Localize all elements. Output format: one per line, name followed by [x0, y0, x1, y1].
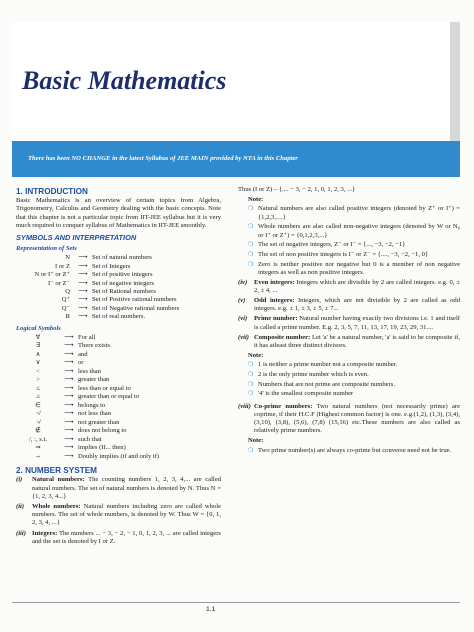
- syllabus-banner: There has been NO CHANGE in the latest Syllabus of JEE MAIN provided by NTA in this Chapter: [12, 141, 460, 177]
- logic-heading: Logical Symbols: [16, 324, 61, 332]
- logic-symbol: /, :, s.t.: [29, 435, 47, 443]
- note-item: [248, 205, 460, 221]
- logic-row: [16, 410, 221, 419]
- note-text: '4' is the smallest composite number: [258, 390, 354, 398]
- coprime-num: (viii): [238, 402, 251, 410]
- set-symbol: N or I⁺ or Z⁺: [34, 271, 70, 279]
- arrow-icon: ⟶: [78, 296, 88, 304]
- logic-symbol: ∧: [35, 350, 41, 358]
- arrow-icon: ⟶: [64, 367, 74, 375]
- entry-number: (ii): [16, 503, 25, 511]
- arrow-icon: ⟶: [64, 410, 74, 418]
- entry-label: Prime number:: [254, 315, 298, 323]
- set-row: [16, 254, 221, 262]
- entry-label: Natural numbers:: [32, 476, 85, 484]
- entry-number: (v): [238, 296, 246, 304]
- logic-row: [16, 419, 221, 428]
- bullet-icon: ❍: [248, 372, 254, 379]
- note-text: The set of non positive integers is I⁻ or Z⁻ = {...., −3, −2, −1, 0}: [258, 250, 429, 258]
- logic-row: [16, 359, 221, 368]
- note-text: Zero is neither positive nor negative but 0 is a member of non negative integers as well as non positive integers.: [258, 260, 460, 276]
- entry-label: Composite number:: [254, 333, 311, 341]
- bullet-icon: ❍: [248, 251, 254, 258]
- set-row: [16, 305, 221, 313]
- note-text: Numbers that are not prime are composite numbers.: [258, 380, 395, 388]
- logic-description: such that: [78, 435, 102, 443]
- entry-body: [254, 297, 460, 313]
- arrow-icon: ⟶: [64, 452, 74, 460]
- definition-entry: [238, 315, 460, 331]
- logic-symbol: ≮: [36, 410, 40, 418]
- notes-list-1: [238, 205, 460, 277]
- note-item: [248, 447, 460, 455]
- notes-list-2: [238, 361, 460, 398]
- entry-number: (vi): [238, 315, 248, 323]
- arrow-icon: ⟶: [64, 401, 74, 409]
- note-text: The set of negative integers, Z⁻ or I⁻ = {..., −3, −2, −1}: [258, 241, 406, 249]
- right-column: [238, 186, 460, 456]
- logic-row: [16, 351, 221, 360]
- entry-body: [254, 334, 460, 350]
- arrow-icon: ⟶: [64, 342, 74, 350]
- definition-entry: [16, 503, 221, 528]
- set-description: Set of Negative rational numbers: [92, 304, 180, 312]
- logic-description: implies (If... then): [78, 444, 126, 452]
- note-item: [248, 371, 460, 379]
- symbols-heading: SYMBOLS AND INTERPRETATION: [16, 233, 137, 243]
- entry-number: (iii): [16, 529, 26, 537]
- definition-entry: [238, 334, 460, 350]
- number-system-heading: 2. NUMBER SYSTEM: [16, 466, 97, 476]
- set-description: Set of natural numbers: [92, 254, 152, 262]
- coprime-entry: [238, 403, 460, 436]
- logic-symbol: ∈: [35, 401, 41, 409]
- entry-number: (iv): [238, 278, 248, 286]
- logic-description: greater than or equal to: [78, 393, 140, 401]
- set-row: [16, 263, 221, 271]
- arrow-icon: ⟶: [64, 359, 74, 367]
- bullet-icon: ❍: [248, 381, 254, 388]
- set-row: [16, 280, 221, 288]
- logic-row: [16, 342, 221, 351]
- note-item: [248, 261, 460, 277]
- entry-text: The numbers ... − 3, − 2, − 1, 0, 1, 2, 3, ... are called integers and the set is denoted by I or Z.: [32, 529, 221, 545]
- sets-list: [16, 254, 221, 321]
- definition-entry: [16, 476, 221, 501]
- set-symbol: N: [65, 254, 70, 262]
- entry-body: [32, 503, 221, 528]
- logic-row: [16, 453, 221, 462]
- set-row: [16, 288, 221, 296]
- entry-number: (vii): [238, 333, 249, 341]
- logic-row: [16, 376, 221, 385]
- logic-description: not less than: [78, 410, 111, 418]
- entry-label: Odd integers:: [254, 296, 295, 304]
- logic-symbol: ≯: [36, 418, 40, 426]
- set-symbol: Q⁺: [61, 296, 70, 304]
- set-symbol: Q: [65, 287, 70, 295]
- arrow-icon: ⟶: [64, 444, 74, 452]
- note-text: 2 is the only prime number which is even.: [258, 371, 369, 379]
- logic-symbol: ∨: [35, 359, 41, 367]
- arrow-icon: ⟶: [64, 376, 74, 384]
- logic-description: greater than: [78, 376, 110, 384]
- set-description: Set of Positive rational numbers: [92, 296, 177, 304]
- logic-symbol: ∀: [35, 333, 41, 341]
- entry-label: Integers:: [32, 529, 58, 537]
- left-column: [16, 188, 221, 548]
- note-text: Whole numbers are also called non-negative integers (denoted by W or N₀ or I⁺ or Z⁺) = {0,1,2,3,...}: [258, 223, 460, 239]
- note-item: [248, 390, 460, 398]
- logic-row: [16, 402, 221, 411]
- set-description: Set of negative integers: [92, 279, 155, 287]
- arrow-icon: ⟶: [64, 427, 74, 435]
- logic-row: [16, 368, 221, 377]
- bullet-icon: ❍: [248, 261, 254, 268]
- logic-description: belongs to: [78, 401, 106, 409]
- logic-symbol: ⇔: [34, 452, 42, 460]
- entry-body: [32, 530, 221, 546]
- note-text: 1 is neither a prime number not a composite number.: [258, 361, 398, 369]
- arrow-icon: ⟶: [78, 271, 88, 279]
- arrow-icon: ⟶: [64, 393, 74, 401]
- note-label: Note:: [248, 196, 264, 204]
- arrow-icon: ⟶: [78, 254, 88, 262]
- note-item: [248, 381, 460, 389]
- set-symbol: Q⁻: [61, 304, 70, 312]
- number-system-list: [16, 476, 221, 546]
- arrow-icon: ⟶: [64, 384, 74, 392]
- number-types-list: [238, 279, 460, 351]
- intro-heading: 1. INTRODUCTION: [16, 187, 88, 196]
- arrow-icon: ⟶: [78, 304, 88, 312]
- bullet-icon: ❍: [248, 447, 254, 454]
- logic-description: There exists: [78, 342, 111, 350]
- coprime-label: Co-prime numbers:: [254, 402, 313, 410]
- entry-body: [254, 315, 460, 331]
- logic-row: [16, 444, 221, 453]
- note-item: [248, 241, 460, 249]
- coprime-text: Two natural numbers (not necessarily prime) are coprime, if their H.C.F (Highest common factor) is one. e.g.(1,2), (1,3), (3,4), (3,10), (3,8), (5,6), (7,8) (15,16) etc.These numbers are also called as relatively prime numbers.: [254, 402, 461, 435]
- set-symbol: I⁻ or Z⁻: [48, 279, 70, 287]
- logic-row: [16, 436, 221, 445]
- page-number: 1.1: [206, 606, 216, 613]
- arrow-icon: ⟶: [64, 333, 74, 341]
- entry-text: Let 'a' be a natural number, 'a' is said to be composite if, it has atleast three distinct divisors.: [254, 333, 460, 349]
- sets-heading: Representation of Sets: [16, 245, 77, 253]
- logic-description: not greater than: [78, 418, 120, 426]
- logic-row: [16, 427, 221, 436]
- logic-symbol: ≥: [36, 393, 40, 401]
- entry-text: Natural number having exactly two divisions i.e. 1 and itself is called a prime number. E.g. 2, 3, 5, 7, 11, 13, 17, 19, 23, 29, 31....: [254, 315, 460, 331]
- definition-entry: [238, 279, 460, 295]
- entry-text: Natural numbers including zero are called whole numbers. The set of whole numbers, is denoted by W. Thus W = {0, 1, 2, 3, 4, ...}: [32, 503, 221, 527]
- arrow-icon: ⟶: [78, 287, 88, 295]
- set-row: [16, 313, 221, 321]
- entry-body: [32, 476, 221, 501]
- logic-symbol: ∉: [35, 427, 41, 435]
- note-label-2: Note:: [248, 352, 264, 360]
- entry-number: (i): [16, 476, 23, 484]
- note-label-3: Note:: [248, 437, 264, 445]
- set-description: Set of Integers: [92, 262, 131, 270]
- note-item: [248, 361, 460, 369]
- arrow-icon: ⟶: [64, 350, 74, 358]
- logic-symbol: ≤: [36, 384, 40, 392]
- arrow-icon: ⟶: [78, 313, 88, 321]
- logic-description: does not belong to: [78, 427, 127, 435]
- arrow-icon: ⟶: [78, 262, 88, 270]
- arrow-icon: ⟶: [64, 418, 74, 426]
- entry-text: The counting numbers 1, 2, 3, 4,... are called natural numbers. The set of natural numbers is denoted by N. Thus N = {1, 2, 3, 4...}: [32, 476, 221, 500]
- logic-symbol: ∃: [35, 342, 41, 350]
- bullet-icon: ❍: [248, 206, 254, 213]
- entry-text: Integers which are divisible by 2 are called integers. e.g. 0, ± 2, ± 4, ...: [254, 278, 460, 294]
- set-row: [16, 296, 221, 304]
- logic-row: [16, 393, 221, 402]
- logic-description: Doubly implies (if and only if): [78, 452, 160, 460]
- footer-rule: [12, 602, 460, 603]
- chapter-title: Basic Mathematics: [22, 66, 227, 95]
- set-row: [16, 271, 221, 279]
- note-item: [248, 223, 460, 239]
- logic-description: less than or equal to: [78, 384, 131, 392]
- entry-label: Even integers:: [254, 278, 295, 286]
- arrow-icon: ⟶: [64, 435, 74, 443]
- set-description: Set of positive integers: [92, 271, 153, 279]
- note-item: [248, 251, 460, 259]
- note-text: Natural numbers are also called positive integers (denoted by Z⁺ or I⁺) = {1,2,3,....}: [258, 205, 460, 221]
- logic-description: For all: [78, 333, 96, 341]
- bullet-icon: ❍: [248, 391, 254, 398]
- logic-description: less than: [78, 367, 101, 375]
- set-symbol: R: [65, 313, 70, 321]
- arrow-icon: ⟶: [78, 279, 88, 287]
- intro-text: Basic Mathematics is an overview of certain topics from Algebra, Trigonometry, Calculus and Geometry dealing with the basic concepts. Note that this chapter is not a particular topic from IIT-JEE syllabus but it is very much required to conquer syllabus of Mathematics in IIT-JEE smoothly.: [16, 197, 221, 229]
- entry-text: Integers, which are not divisible by 2 are called as odd integers. e.g. ± 1, ± 3, ± 5, ± 7...: [254, 296, 460, 313]
- logic-symbol: <: [36, 367, 40, 375]
- logic-row: [16, 334, 221, 343]
- bullet-icon: ❍: [248, 242, 254, 249]
- logic-row: [16, 385, 221, 394]
- notes-list-3: [238, 447, 460, 455]
- set-description: Set of Rational numbers: [92, 287, 156, 295]
- logic-description: and: [78, 350, 88, 358]
- definition-entry: [238, 297, 460, 313]
- bullet-icon: ❍: [248, 362, 254, 369]
- logic-list: [16, 334, 221, 462]
- logic-description: or: [78, 359, 84, 367]
- set-symbol: I or Z: [54, 262, 70, 270]
- entry-body: [254, 279, 460, 295]
- logic-symbol: >: [36, 376, 40, 384]
- logic-symbol: ⇒: [35, 444, 41, 452]
- note-text: Two prime number(s) are always co-prime but converse need not be true.: [258, 446, 452, 454]
- definition-entry: [16, 530, 221, 546]
- integers-set-line: Thus (I or Z) – {.... − 3, − 2, 1, 0, 1, 2, 3, ...}: [238, 186, 356, 193]
- set-description: Set of real numbers.: [92, 313, 146, 321]
- entry-label: Whole numbers:: [32, 503, 81, 511]
- bullet-icon: ❍: [248, 224, 254, 231]
